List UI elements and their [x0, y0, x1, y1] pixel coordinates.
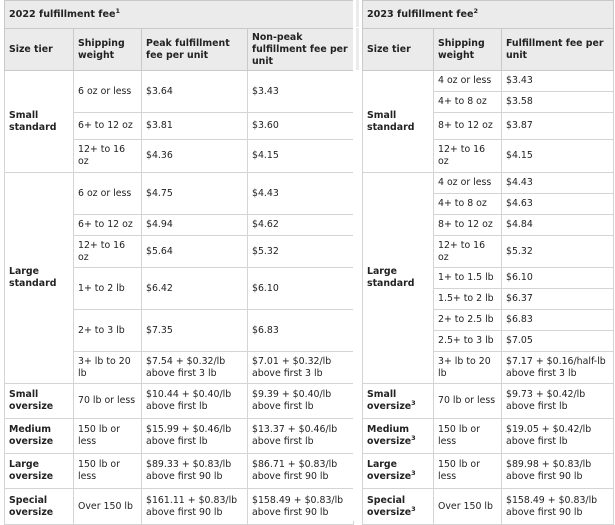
nonpeak-fee-cell: $6.10	[248, 268, 354, 310]
size-tier-cell: Medium oversize	[5, 419, 74, 454]
footnote-marker: 3	[411, 468, 416, 477]
fee-cell: $3.58	[502, 92, 614, 113]
weight-cell: 12+ to 16 oz	[74, 140, 142, 173]
weight-cell: 150 lb or less	[434, 419, 502, 454]
size-tier-cell: Special oversize	[5, 489, 74, 525]
fee-cell: $19.05 + $0.42/lb above first lb	[502, 419, 614, 454]
peak-fee-cell: $89.33 + $0.83/lb above first 90 lb	[142, 454, 248, 489]
table-row	[5, 419, 354, 454]
divider-caption-fill	[356, 0, 359, 27]
peak-fee-cell: $4.94	[142, 215, 248, 236]
size-tier-cell	[363, 384, 434, 419]
nonpeak-fee-cell: $13.37 + $0.46/lb above first lb	[248, 419, 354, 454]
weight-cell: 2+ to 3 lb	[74, 310, 142, 352]
fee-cell: $4.43	[502, 173, 614, 194]
weight-cell: 6+ to 12 oz	[74, 113, 142, 140]
weight-cell: Over 150 lb	[74, 489, 142, 525]
nonpeak-fee-cell: $6.83	[248, 310, 354, 352]
table-row	[5, 384, 354, 419]
weight-cell: 70 lb or less	[434, 384, 502, 419]
weight-cell: 3+ lb to 20 lb	[434, 352, 502, 384]
weight-cell: 150 lb or less	[74, 454, 142, 489]
peak-fee-cell: $4.36	[142, 140, 248, 173]
nonpeak-fee-cell: $4.43	[248, 173, 354, 215]
weight-cell: 1+ to 2 lb	[74, 268, 142, 310]
weight-cell: 4+ to 8 oz	[434, 194, 502, 215]
table-row	[5, 173, 354, 215]
table-row	[363, 419, 614, 454]
size-tier-label: Large oversize	[367, 459, 412, 482]
table-row	[363, 173, 614, 194]
table-row	[363, 71, 614, 92]
fees-2023-title	[363, 1, 614, 29]
size-tier-cell: Large oversize	[5, 454, 74, 489]
weight-cell: Over 150 lb	[434, 489, 502, 525]
fee-cell: $5.32	[502, 236, 614, 268]
column-header: Shipping weight	[434, 29, 502, 71]
weight-cell: 2.5+ to 3 lb	[434, 331, 502, 352]
table-row	[363, 454, 614, 489]
weight-cell: 8+ to 12 oz	[434, 215, 502, 236]
weight-cell: 6 oz or less	[74, 173, 142, 215]
fee-cell: $4.84	[502, 215, 614, 236]
weight-cell: 150 lb or less	[434, 454, 502, 489]
peak-fee-cell: $5.64	[142, 236, 248, 268]
weight-cell: 4 oz or less	[434, 173, 502, 194]
size-tier-label: Medium oversize	[367, 424, 412, 447]
weight-cell: 12+ to 16 oz	[74, 236, 142, 268]
nonpeak-fee-cell: $3.43	[248, 71, 354, 113]
weight-cell: 12+ to 16 oz	[434, 140, 502, 173]
table-row	[5, 489, 354, 525]
table-row	[5, 71, 354, 113]
weight-cell: 2+ to 2.5 lb	[434, 310, 502, 331]
fees-2023-header-row	[363, 29, 614, 71]
column-header: Peak fulfillment fee per unit	[142, 29, 248, 71]
column-header: Size tier	[363, 29, 434, 71]
fee-cell: $89.98 + $0.83/lb above first 90 lb	[502, 454, 614, 489]
nonpeak-fee-cell: $5.32	[248, 236, 354, 268]
peak-fee-cell: $7.35	[142, 310, 248, 352]
size-tier-cell: Small oversize	[5, 384, 74, 419]
fees-2022-header-row	[5, 29, 354, 71]
nonpeak-fee-cell: $86.71 + $0.83/lb above first 90 lb	[248, 454, 354, 489]
peak-fee-cell: $6.42	[142, 268, 248, 310]
table-divider	[353, 0, 362, 521]
weight-cell: 1.5+ to 2 lb	[434, 289, 502, 310]
fees-2022-title-text: 2022 fulfillment fee	[9, 8, 116, 20]
weight-cell: 12+ to 16 oz	[434, 236, 502, 268]
size-tier-cell	[363, 454, 434, 489]
weight-cell: 6 oz or less	[74, 71, 142, 113]
fee-cell: $7.05	[502, 331, 614, 352]
fee-cell: $3.87	[502, 113, 614, 140]
nonpeak-fee-cell: $4.15	[248, 140, 354, 173]
fee-cell: $3.43	[502, 71, 614, 92]
weight-cell: 6+ to 12 oz	[74, 215, 142, 236]
table-row	[363, 489, 614, 525]
nonpeak-fee-cell: $7.01 + $0.32/lb above first 3 lb	[248, 352, 354, 384]
fee-cell: $7.17 + $0.16/half-lb above first 3 lb	[502, 352, 614, 384]
fee-cell: $6.83	[502, 310, 614, 331]
footnote-marker: 3	[411, 398, 416, 407]
table-row	[5, 454, 354, 489]
fees-2023-title-note: 2	[473, 6, 478, 15]
fee-cell: $158.49 + $0.83/lb above first 90 lb	[502, 489, 614, 525]
peak-fee-cell: $161.11 + $0.83/lb above first 90 lb	[142, 489, 248, 525]
fee-cell: $9.73 + $0.42/lb above first lb	[502, 384, 614, 419]
peak-fee-cell: $3.81	[142, 113, 248, 140]
size-tier-cell: Small standard	[363, 71, 434, 173]
size-tier-cell	[363, 419, 434, 454]
fee-cell: $4.15	[502, 140, 614, 173]
fee-cell: $6.37	[502, 289, 614, 310]
nonpeak-fee-cell: $9.39 + $0.40/lb above first lb	[248, 384, 354, 419]
size-tier-cell	[363, 489, 434, 525]
footnote-marker: 3	[411, 433, 416, 442]
nonpeak-fee-cell: $4.62	[248, 215, 354, 236]
nonpeak-fee-cell: $158.49 + $0.83/lb above first 90 lb	[248, 489, 354, 525]
column-header: Size tier	[5, 29, 74, 71]
peak-fee-cell: $4.75	[142, 173, 248, 215]
size-tier-label: Special oversize	[367, 494, 412, 518]
fees-2022-table	[4, 0, 354, 525]
table-row	[363, 384, 614, 419]
divider-header-fill	[356, 28, 359, 70]
size-tier-label: Small oversize	[367, 389, 412, 412]
peak-fee-cell: $10.44 + $0.40/lb above first lb	[142, 384, 248, 419]
size-tier-cell: Large standard	[363, 173, 434, 384]
peak-fee-cell: $7.54 + $0.32/lb above first 3 lb	[142, 352, 248, 384]
weight-cell: 70 lb or less	[74, 384, 142, 419]
weight-cell: 8+ to 12 oz	[434, 113, 502, 140]
column-header: Shipping weight	[74, 29, 142, 71]
fees-2022-title-note: 1	[115, 6, 120, 15]
peak-fee-cell: $15.99 + $0.46/lb above first lb	[142, 419, 248, 454]
footnote-marker: 3	[411, 504, 416, 513]
peak-fee-cell: $3.64	[142, 71, 248, 113]
size-tier-cell: Large standard	[5, 173, 74, 384]
fee-cell: $4.63	[502, 194, 614, 215]
weight-cell: 4+ to 8 oz	[434, 92, 502, 113]
fees-2022-caption-row	[5, 1, 354, 29]
fees-2023-title-text: 2023 fulfillment fee	[367, 8, 474, 20]
column-header: Fulfillment fee per unit	[502, 29, 614, 71]
weight-cell: 150 lb or less	[74, 419, 142, 454]
fee-cell: $6.10	[502, 268, 614, 289]
fees-2023-caption-row	[363, 1, 614, 29]
size-tier-cell: Small standard	[5, 71, 74, 173]
weight-cell: 4 oz or less	[434, 71, 502, 92]
fees-2022-title	[5, 1, 354, 29]
weight-cell: 3+ lb to 20 lb	[74, 352, 142, 384]
weight-cell: 1+ to 1.5 lb	[434, 268, 502, 289]
nonpeak-fee-cell: $3.60	[248, 113, 354, 140]
fees-2023-table	[362, 0, 614, 525]
column-header: Non-peak fulfillment fee per unit	[248, 29, 354, 71]
